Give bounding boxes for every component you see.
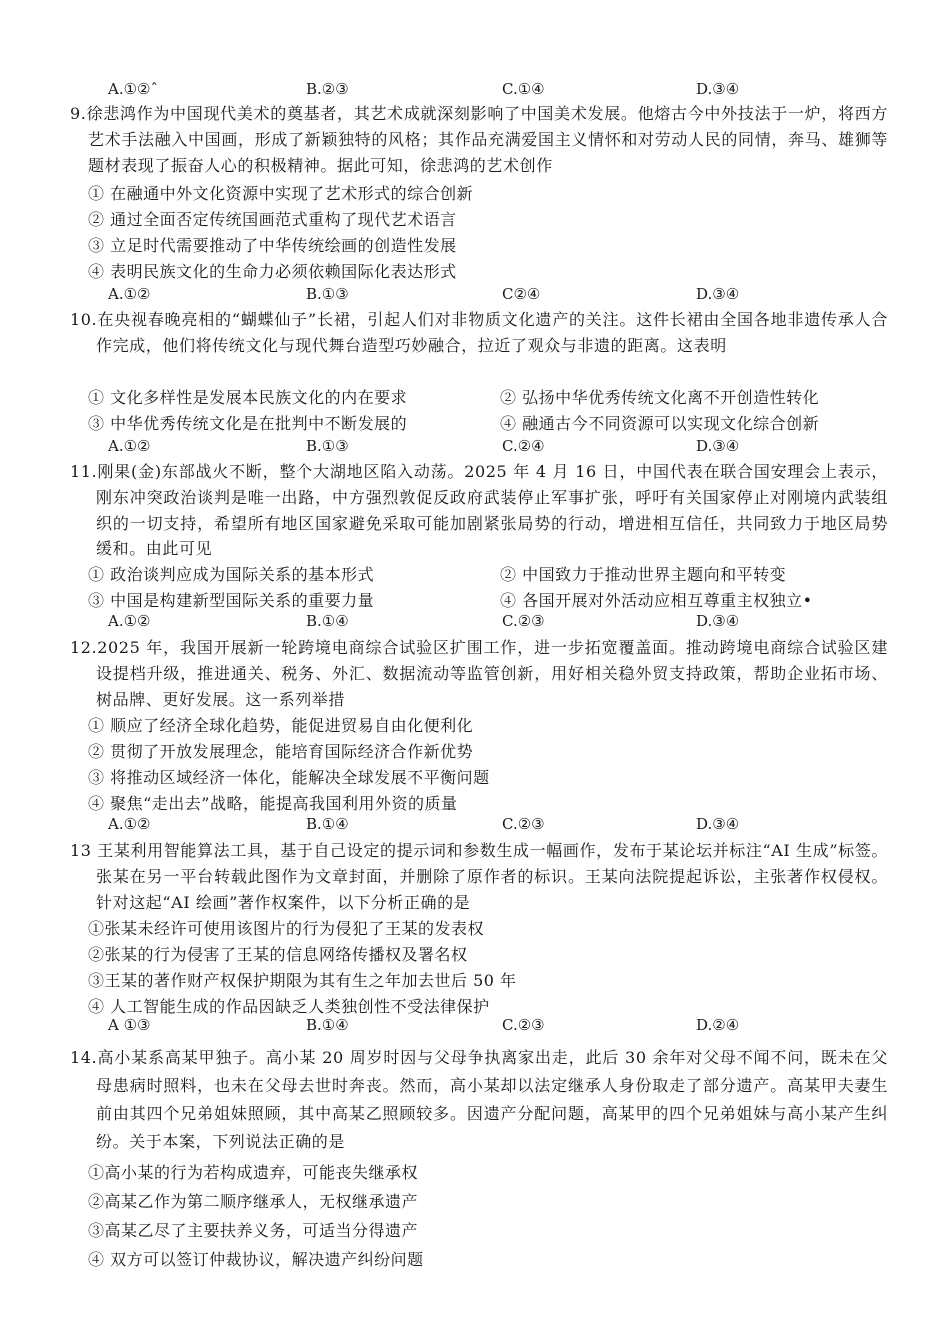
q13-option-c[interactable]: C.②③ (502, 1016, 545, 1034)
q10-option-b[interactable]: B.①③ (306, 437, 349, 455)
q11-stem: 11.刚果(金)东部战火不断，整个大湖地区陷入动荡。2025 年 4 月 16 日，中国代表在联合国安理会上表示，刚东冲突政治谈判是唯一出路，中方强烈敦促反政府武装停止军事扩张，呼吁有关国家停止对刚境内武装组织的一切支持，希望所有地区国家避免采取可能加剧紧张局势的行动，增进相互信任，共同致力于地区局势缓和。由此可见 (70, 462, 888, 559)
q13-item-4: ④ 人工智能生成的作品因缺乏人类独创性不受法律保护 (88, 997, 490, 1016)
q10-options (108, 437, 868, 459)
q12-item-2: ② 贯彻了开放发展理念，能培育国际经济合作新优势 (88, 742, 474, 761)
q13-option-b[interactable]: B.①④ (306, 1016, 349, 1034)
q12-option-c[interactable]: C.②③ (502, 815, 545, 833)
q13-option-d[interactable]: D.②④ (696, 1016, 740, 1034)
q11-option-c[interactable]: C.②③ (502, 612, 545, 630)
q8-option-c[interactable]: C.①④ (502, 80, 545, 98)
q12-option-a[interactable]: A.①② (108, 815, 151, 833)
q9-option-c[interactable]: C②④ (502, 285, 541, 303)
q8-options (108, 80, 868, 102)
q12-item-4: ④ 聚焦“走出去”战略，能提高我国利用外资的质量 (88, 794, 458, 813)
q11-item-1: ① 政治谈判应成为国际关系的基本形式 (88, 565, 375, 584)
q13-item-3: ③王某的著作财产权保护期限为其有生之年加去世后 50 年 (88, 971, 517, 990)
q11-item-4: ④ 各国开展对外活动应相互尊重主权独立• (500, 591, 813, 610)
q11-item-3: ③ 中国是构建新型国际关系的重要力量 (88, 591, 375, 610)
q12-option-d[interactable]: D.③④ (696, 815, 740, 833)
q9-item-1: ① 在融通中外文化资源中实现了艺术形式的综合创新 (88, 184, 474, 203)
q10-item-2: ② 弘扬中华优秀传统文化离不开创造性转化 (500, 388, 820, 407)
q13-stem: 13 王某利用智能算法工具，基于自己设定的提示词和参数生成一幅画作，发布于某论坛并标注“AI 生成”标签。张某在另一平台转载此图作为文章封面，并删除了原作者的标识。王某向法院提起诉讼，主张著作权侵权。针对这起“AI 绘画”著作权案件，以下分析正确的是 (70, 841, 888, 912)
q10-option-c[interactable]: C.②④ (502, 437, 545, 455)
q9-item-2: ② 通过全面否定传统国画范式重构了现代艺术语言 (88, 210, 457, 229)
q8-option-d[interactable]: D.③④ (696, 80, 740, 98)
q14-item-2: ②高某乙作为第二顺序继承人，无权继承遗产 (88, 1192, 419, 1211)
q12-item-1: ① 顺应了经济全球化趋势，能促进贸易自由化便利化 (88, 716, 474, 735)
q14-item-1: ①高小某的行为若构成遗弃，可能丧失继承权 (88, 1163, 419, 1182)
q11-option-a[interactable]: A.①② (108, 612, 151, 630)
q11-options (108, 612, 868, 634)
q9-option-a[interactable]: A.①② (108, 285, 151, 303)
q9-item-4: ④ 表明民族文化的生命力必须依赖国际化表达形式 (88, 262, 457, 281)
q11-option-b[interactable]: B.①④ (306, 612, 349, 630)
q10-item-3: ③ 中华优秀传统文化是在批判中不断发展的 (88, 414, 408, 433)
q9-options (108, 285, 868, 307)
q14-stem: 14.高小某系高某甲独子。高小某 20 周岁时因与父母争执离家出走，此后 30 余年对父母不闻不问，既未在父母患病时照料，也未在父母去世时奔丧。然而，高小某却以法定继承人身份取走了部分遗产。高某甲夫妻生前由其四个兄弟姐妹照顾，其中高某乙照顾较多。因遗产分配问题，高某甲的四个兄弟姐妹与高小某产生纠纷。关于本案，下列说法正确的是 (70, 1048, 888, 1151)
q13-item-2: ②张某的行为侵害了王某的信息网络传播权及署名权 (88, 945, 468, 964)
q14-item-3: ③高某乙尽了主要扶养义务，可适当分得遗产 (88, 1221, 419, 1240)
q14-item-4: ④ 双方可以签订仲裁协议，解决遗产纠纷问题 (88, 1250, 424, 1269)
q9-item-3: ③ 立足时代需要推动了中华传统绘画的创造性发展 (88, 236, 457, 255)
q13-item-1: ①张某未经许可使用该图片的行为侵犯了王某的发表权 (88, 919, 485, 938)
q13-option-a[interactable]: A ①③ (108, 1016, 151, 1034)
q9-option-b[interactable]: B.①③ (306, 285, 349, 303)
q13-options (108, 1016, 868, 1038)
q12-stem: 12.2025 年，我国开展新一轮跨境电商综合试验区扩围工作，进一步拓宽覆盖面。推动跨境电商综合试验区建设提档升级，推进通关、税务、外汇、数据流动等监管创新，用好相关稳外贸支持政策，帮助企业拓市场、树品牌、更好发展。这一系列举措 (70, 638, 888, 709)
q9-option-d[interactable]: D.③④ (696, 285, 740, 303)
q11-item-2: ② 中国致力于推动世界主题向和平转变 (500, 565, 787, 584)
q12-item-3: ③ 将推动区域经济一体化，能解决全球发展不平衡问题 (88, 768, 490, 787)
q8-option-b[interactable]: B.②③ (306, 80, 349, 98)
q10-option-a[interactable]: A.①② (108, 437, 151, 455)
q9-stem: 9.徐悲鸿作为中国现代美术的奠基者，其艺术成就深刻影响了中国美术发展。他熔古今中外技法于一炉，将西方艺术手法融入中国画，形成了新颖独特的风格；其作品充满爱国主义情怀和对劳动人民的同情，奔马、雄狮等题材表现了振奋人心的积极精神。据此可知，徐悲鸿的艺术创作 (70, 104, 888, 175)
q11-option-d[interactable]: D.③④ (696, 612, 740, 630)
q10-item-4: ④ 融通古今不同资源可以实现文化综合创新 (500, 414, 820, 433)
q8-option-a[interactable]: A.①②ˆ (108, 80, 158, 98)
q12-option-b[interactable]: B.①④ (306, 815, 349, 833)
q12-options (108, 815, 868, 837)
q10-item-1: ① 文化多样性是发展本民族文化的内在要求 (88, 388, 408, 407)
q10-option-d[interactable]: D.③④ (696, 437, 740, 455)
q10-stem: 10.在央视春晚亮相的“蝴蝶仙子”长裙，引起人们对非物质文化遗产的关注。这件长裙由全国各地非遗传承人合作完成，他们将传统文化与现代舞台造型巧妙融合，拉近了观众与非遗的距离。这表明 (70, 310, 888, 355)
